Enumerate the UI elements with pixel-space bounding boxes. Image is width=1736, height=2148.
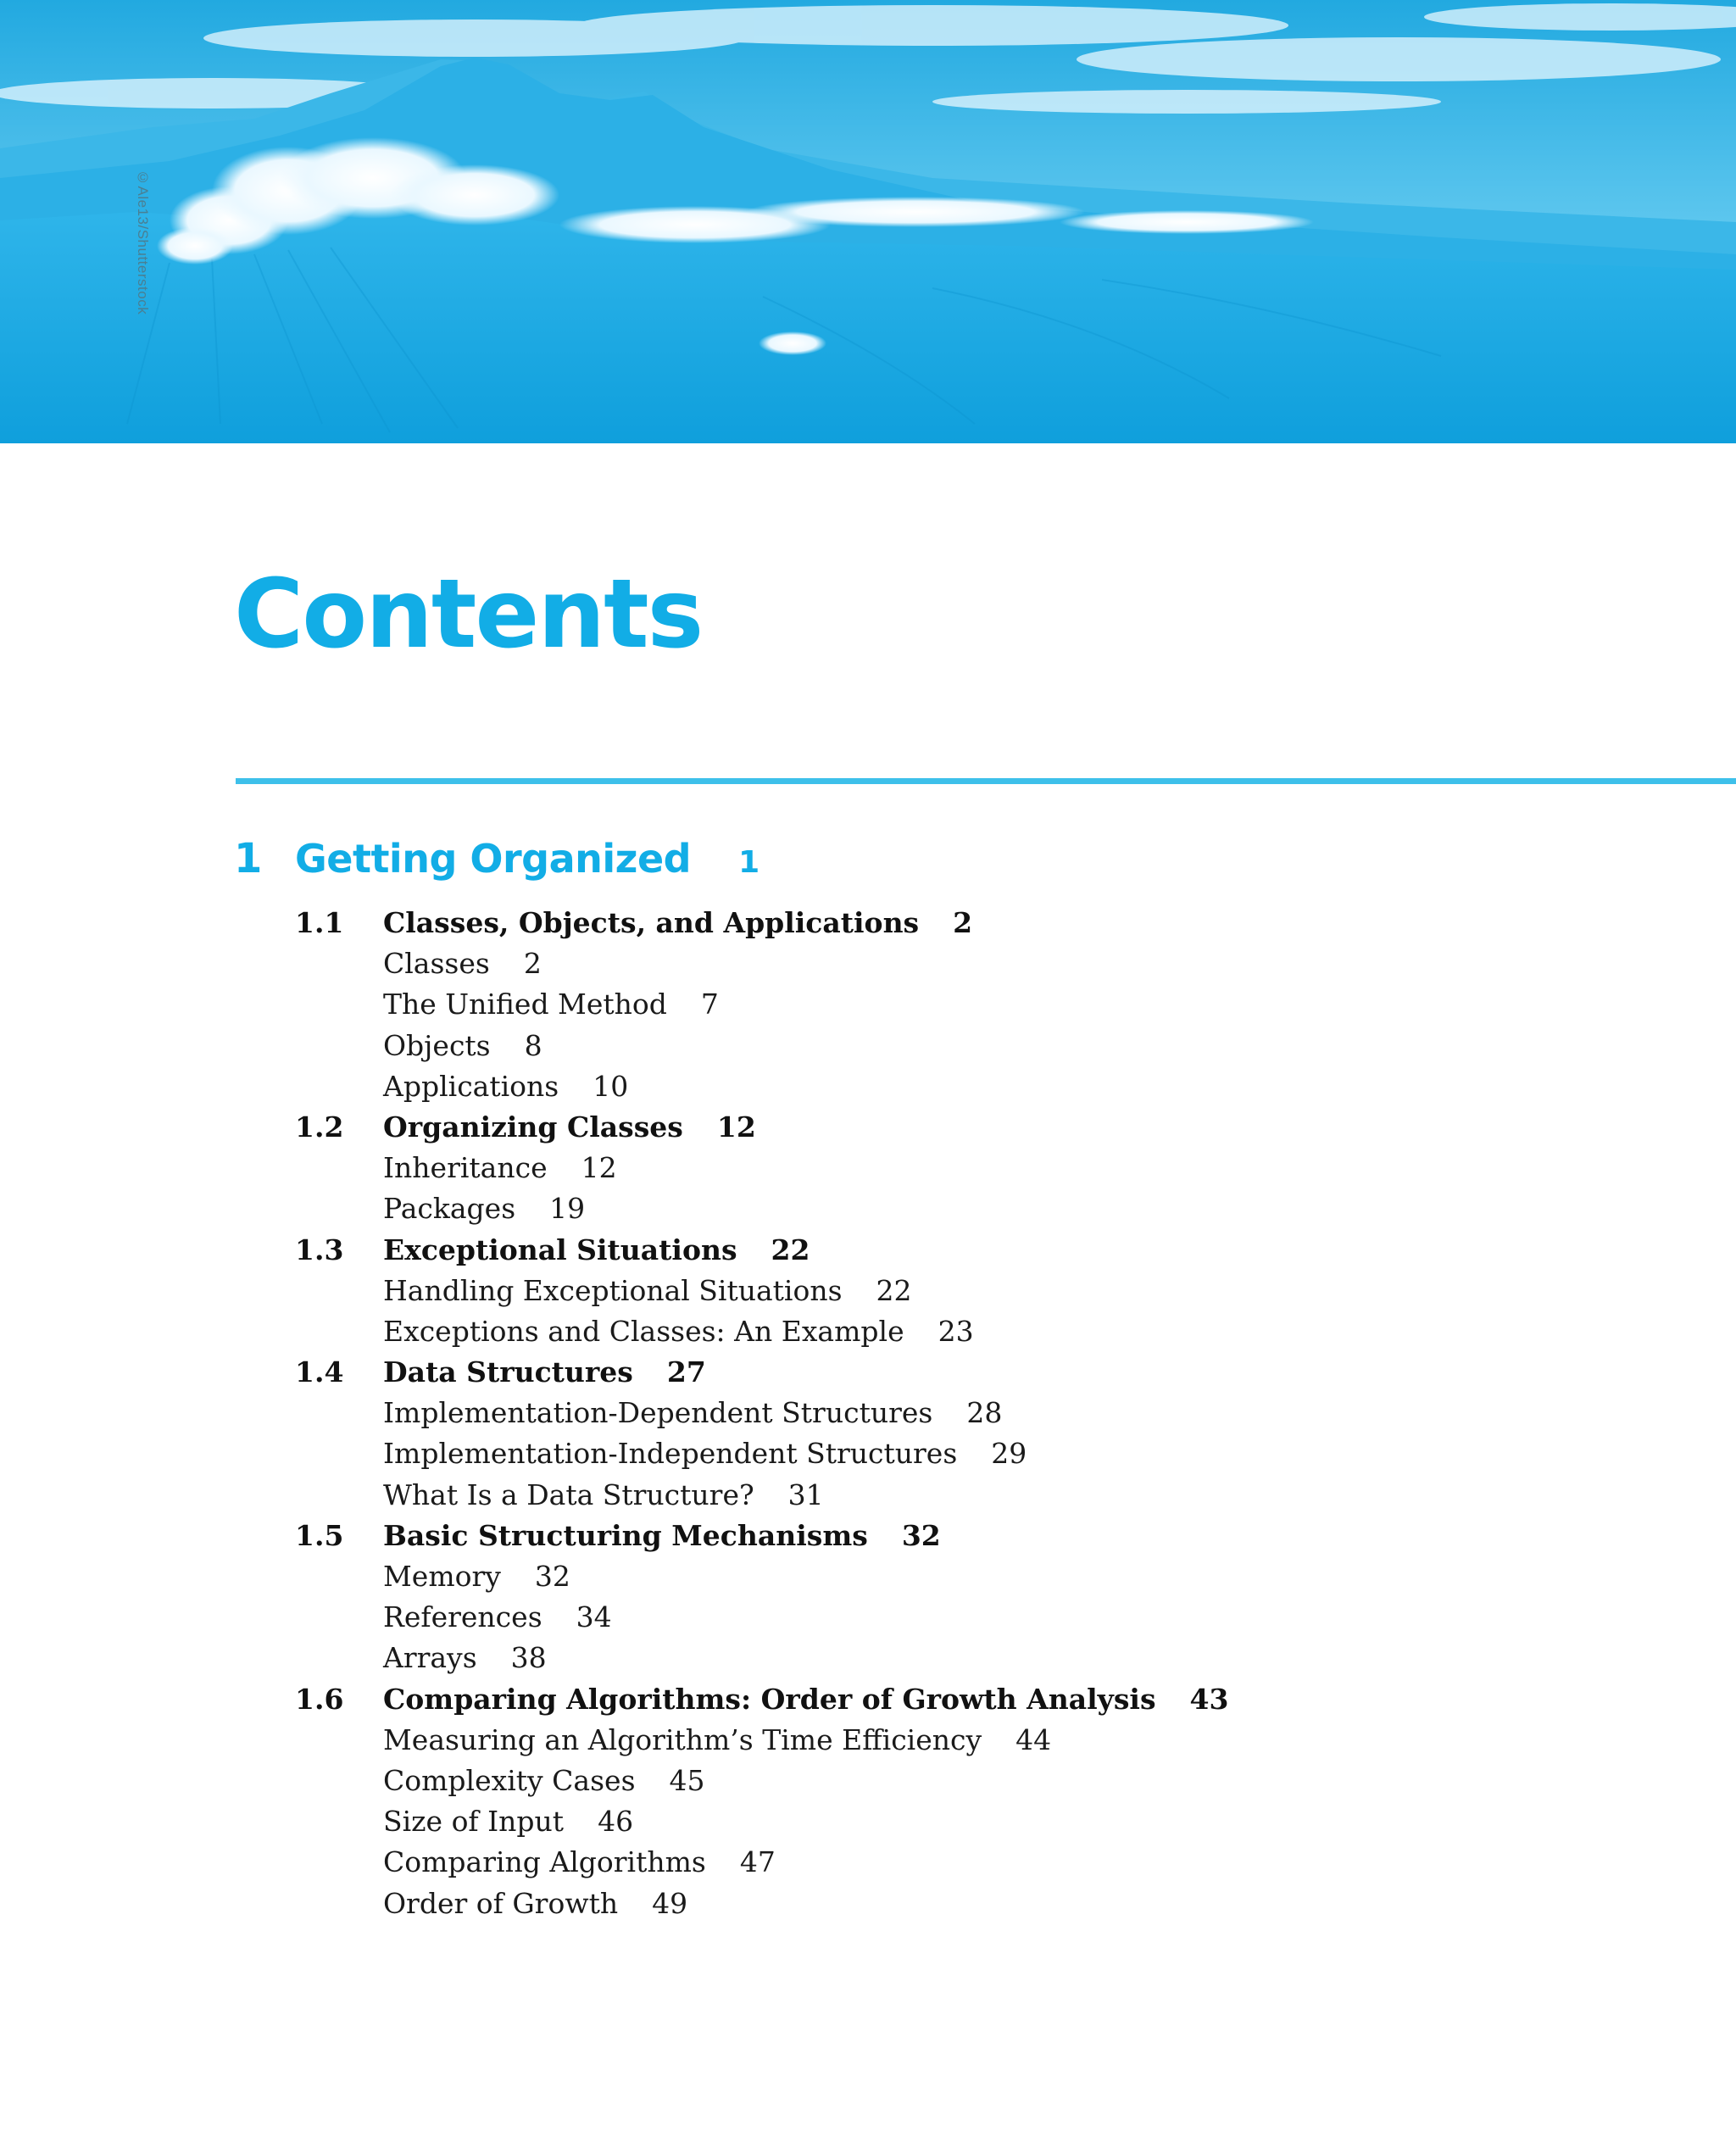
chapter-number: 1 <box>234 835 263 882</box>
section-title: Basic Structuring Mechanisms <box>383 1518 868 1552</box>
section-number: 1.5 <box>295 1518 344 1552</box>
subsection-title: Inheritance <box>383 1151 548 1185</box>
header-banner-image <box>0 0 1736 443</box>
subsection-page: 23 <box>938 1314 974 1348</box>
subsection-page: 38 <box>510 1641 547 1675</box>
section-page: 22 <box>771 1233 810 1266</box>
subsection-title: Handling Exceptional Situations <box>383 1273 843 1307</box>
subsection-title: Order of Growth <box>383 1886 619 1920</box>
toc-subsection[interactable] <box>295 1271 1651 1311</box>
section-number: 1.6 <box>295 1682 344 1716</box>
toc-section[interactable] <box>295 1230 1651 1271</box>
chapter-heading[interactable] <box>234 835 760 894</box>
subsection-page: 2 <box>523 947 542 981</box>
subsection-title: What Is a Data Structure? <box>383 1477 754 1511</box>
subsection-title: The Unified Method <box>383 988 667 1021</box>
subsection-page: 28 <box>966 1396 1003 1430</box>
section-title: Comparing Algorithms: Order of Growth Analysis <box>383 1682 1156 1716</box>
subsection-title: Memory <box>383 1560 501 1593</box>
subsection-page: 10 <box>593 1069 629 1103</box>
page-title: Contents <box>234 559 703 670</box>
photo-credit: ©Ale13/Shutterstock <box>135 170 151 315</box>
toc-section[interactable] <box>295 1352 1651 1393</box>
toc-subsection[interactable] <box>295 943 1651 984</box>
subsection-title: Classes <box>383 947 490 981</box>
subsection-page: 47 <box>739 1845 776 1879</box>
title-divider <box>236 778 1736 784</box>
subsection-page: 7 <box>700 988 719 1021</box>
toc-subsection[interactable] <box>295 1311 1651 1352</box>
toc-section[interactable] <box>295 1679 1651 1720</box>
subsection-title: Objects <box>383 1028 491 1062</box>
toc-subsection[interactable] <box>295 1801 1651 1842</box>
toc-subsection[interactable] <box>295 1761 1651 1801</box>
section-number: 1.1 <box>295 906 344 939</box>
toc-subsection[interactable] <box>295 1148 1651 1188</box>
subsection-title: Applications <box>383 1069 559 1103</box>
subsection-title: Exceptions and Classes: An Example <box>383 1314 904 1348</box>
toc-subsection[interactable] <box>295 1475 1651 1516</box>
chapter-title: Getting Organized <box>295 836 692 882</box>
subsection-page: 46 <box>598 1805 634 1839</box>
section-number: 1.2 <box>295 1110 344 1144</box>
section-page: 43 <box>1189 1682 1229 1716</box>
subsection-page: 44 <box>1015 1722 1052 1756</box>
subsection-page: 8 <box>524 1028 542 1062</box>
section-title: Data Structures <box>383 1355 633 1389</box>
toc-list <box>295 903 1651 1924</box>
toc-subsection[interactable] <box>295 1188 1651 1229</box>
subsection-page: 31 <box>787 1477 824 1511</box>
toc-subsection[interactable] <box>295 1393 1651 1433</box>
toc-subsection[interactable] <box>295 1026 1651 1066</box>
toc-subsection[interactable] <box>295 1720 1651 1761</box>
subsection-page: 45 <box>669 1763 705 1797</box>
subsection-page: 29 <box>991 1437 1027 1471</box>
toc-subsection[interactable] <box>295 1066 1651 1107</box>
chapter-page-number: 1 <box>738 845 760 880</box>
toc-subsection[interactable] <box>295 1556 1651 1597</box>
section-page: 12 <box>716 1110 756 1144</box>
toc-subsection[interactable] <box>295 1842 1651 1883</box>
section-page: 27 <box>666 1355 706 1389</box>
subsection-page: 22 <box>876 1273 912 1307</box>
subsection-title: Implementation-Independent Structures <box>383 1437 958 1471</box>
subsection-title: Complexity Cases <box>383 1763 636 1797</box>
toc-section[interactable] <box>295 903 1651 943</box>
section-title: Classes, Objects, and Applications <box>383 906 920 939</box>
section-number: 1.4 <box>295 1355 344 1389</box>
toc-section[interactable] <box>295 1516 1651 1556</box>
section-page: 32 <box>901 1518 941 1552</box>
section-page: 2 <box>953 906 973 939</box>
subsection-title: References <box>383 1600 542 1634</box>
section-number: 1.3 <box>295 1233 344 1266</box>
subsection-title: Measuring an Algorithm’s Time Efficiency <box>383 1722 982 1756</box>
subsection-page: 19 <box>549 1192 586 1226</box>
toc-subsection[interactable] <box>295 1597 1651 1638</box>
subsection-title: Implementation-Dependent Structures <box>383 1396 933 1430</box>
toc-subsection[interactable] <box>295 984 1651 1025</box>
toc-subsection[interactable] <box>295 1884 1651 1924</box>
subsection-page: 32 <box>534 1560 570 1593</box>
section-title: Organizing Classes <box>383 1110 683 1144</box>
subsection-title: Size of Input <box>383 1805 565 1839</box>
mountain-landscape-illustration <box>0 0 1736 443</box>
subsection-title: Arrays <box>383 1641 477 1675</box>
subsection-page: 12 <box>581 1151 617 1185</box>
toc-subsection[interactable] <box>295 1433 1651 1474</box>
subsection-title: Comparing Algorithms <box>383 1845 706 1879</box>
subsection-title: Packages <box>383 1192 516 1226</box>
toc-section[interactable] <box>295 1107 1651 1148</box>
subsection-page: 49 <box>652 1886 688 1920</box>
section-title: Exceptional Situations <box>383 1233 737 1266</box>
toc-subsection[interactable] <box>295 1638 1651 1678</box>
subsection-page: 34 <box>576 1600 612 1634</box>
